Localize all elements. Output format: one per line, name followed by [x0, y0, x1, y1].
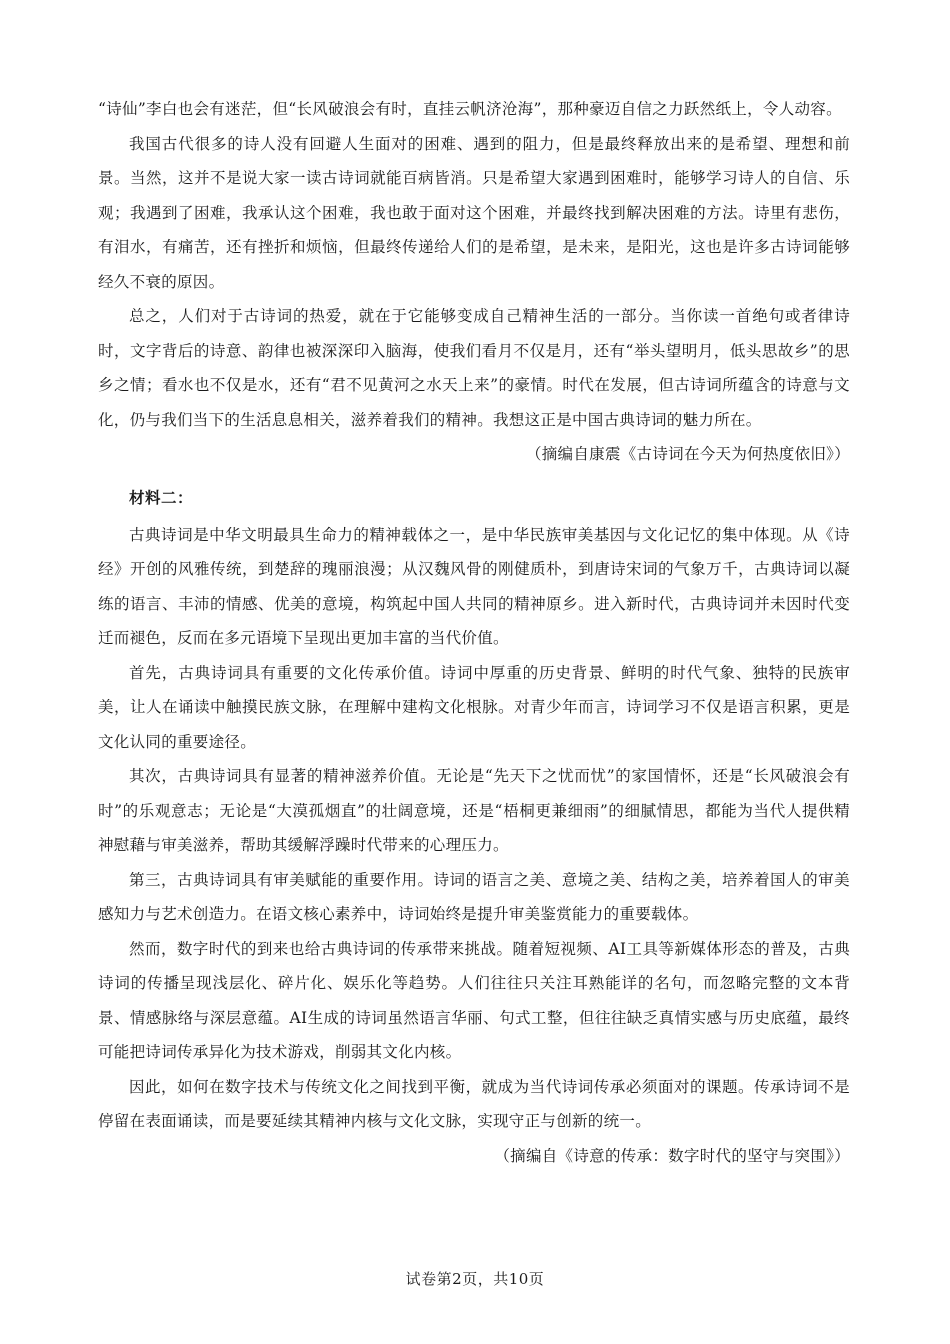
source-citation-2: （摘编自《诗意的传承：数字时代的坚守与突围》） — [494, 1146, 850, 1165]
page-footer: 试卷第2页，共10页 — [405, 1270, 545, 1288]
source-citation-1: （摘编自康震《古诗词在今天为何热度依旧》） — [525, 445, 850, 463]
paragraph: 总之，人们对于古诗词的热爱，就在于它能够变成自己精神生活的一部分。当你读一首绝句或者律诗时，文字背后的诗意、韵律也被深深印入脑海，使我们看月不仅是月，还有“举头望明月，低头思故乡”的思乡之情；看水也不仅是水，还有“君不见黄河之水天上来”的豪情。时代在发展，但古诗词所蕴含的诗意与文化，仍与我们当下的生活息息相关，滋养着我们的精神。我想这正是中国古典诗词的魅力所在。 — [98, 307, 850, 429]
paragraph: 第三，古典诗词具有审美赋能的重要作用。诗词的语言之美、意境之美、结构之美，培养着国人的审美感知力与艺术创造力。在语文核心素养中，诗词始终是提升审美鉴赏能力的重要载体。 — [98, 870, 850, 923]
paragraph: 首先，古典诗词具有重要的文化传承价值。诗词中厚重的历史背景、鲜明的时代气象、独特的民族审美，让人在诵读中触摸民族文脉，在理解中建构文化根脉。对青少年而言，诗词学习不仅是语言积累，更是文化认同的重要途径。 — [98, 663, 850, 751]
paragraph: 其次，古典诗词具有显著的精神滋养价值。无论是“先天下之忧而忧”的家国情怀，还是“长风破浪会有时”的乐观意志；无论是“大漠孤烟直”的壮阔意境，还是“梧桐更兼细雨”的细腻情思，都能为当代人提供精神慰藉与审美滋养，帮助其缓解浮躁时代带来的心理压力。 — [98, 767, 850, 854]
paragraph: 因此，如何在数字技术与传统文化之间找到平衡，就成为当代诗词传承必须面对的课题。传承诗词不是停留在表面诵读，而是要延续其精神内核与文化文脉，实现守正与创新的统一。 — [98, 1077, 850, 1130]
material-two-heading: 材料二： — [129, 487, 194, 507]
page-body — [98, 92, 850, 1173]
paragraph: 古典诗词是中华文明最具生命力的精神载体之一，是中华民族审美基因与文化记忆的集中体现。从《诗经》开创的风雅传统，到楚辞的瑰丽浪漫；从汉魏风骨的刚健质朴，到唐诗宋词的气象万千，古典诗词以凝练的语言、丰沛的情感、优美的意境，构筑起中国人共同的精神原乡。进入新时代，古典诗词并未因时代变迁而褪色，反而在多元语境下呈现出更加丰富的当代价值。 — [98, 525, 850, 647]
paragraph: 然而，数字时代的到来也给古典诗词的传承带来挑战。随着短视频、AI工具等新媒体形态的普及，古典诗词的传播呈现浅层化、碎片化、娱乐化等趋势。人们往往只关注耳熟能详的名句，而忽略完整的文本背景、情感脉络与深层意蕴。AI生成的诗词虽然语言华丽、句式工整，但往往缺乏真情实感与历史底蕴，最终可能把诗词传承异化为技术游戏，削弱其文化内核。 — [98, 939, 850, 1061]
paragraph: “诗仙”李白也会有迷茫，但“长风破浪会有时，直挂云帆济沧海”，那种豪迈自信之力跃然纸上，令人动容。 — [98, 100, 842, 118]
paragraph: 我国古代很多的诗人没有回避人生面对的困难、遇到的阻力，但是最终释放出来的是希望、理想和前景。当然，这并不是说大家一读古诗词就能百病皆消。只是希望大家遇到困难时，能够学习诗人的自信、乐观；我遇到了困难，我承认这个困难，我也敢于面对这个困难，并最终找到解决困难的方法。诗里有悲伤，有泪水，有痛苦，还有挫折和烦恼，但最终传递给人们的是希望，是未来，是阳光，这也是许多古诗词能够经久不衰的原因。 — [98, 134, 850, 291]
